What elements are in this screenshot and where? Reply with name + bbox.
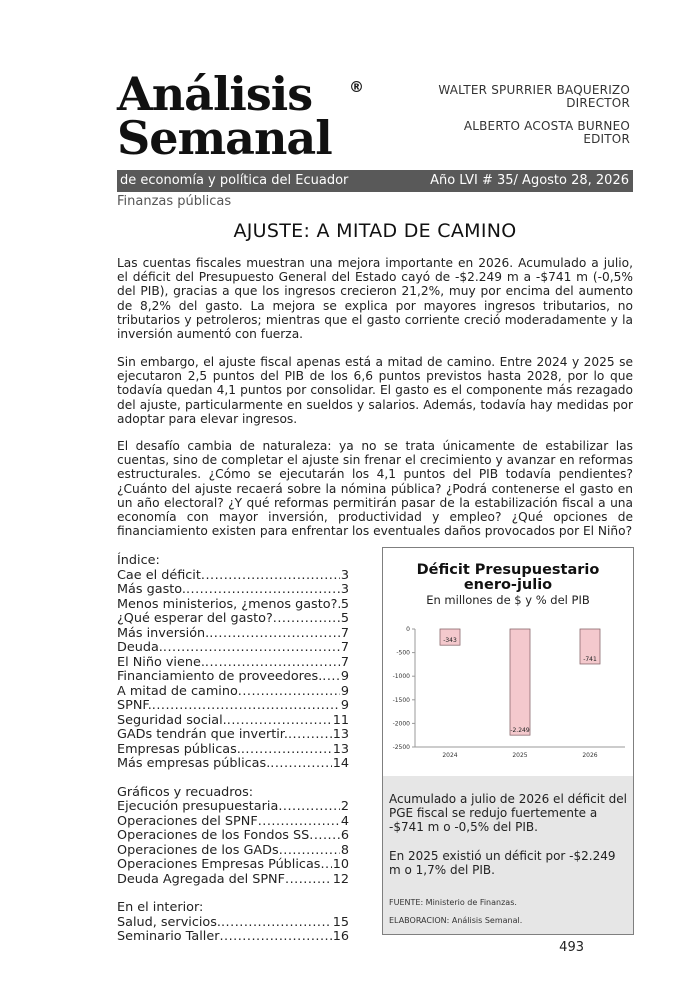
index-entry-page: 5	[340, 596, 349, 612]
bar-2025	[510, 629, 530, 735]
inside-index-entry-page: 16	[332, 929, 349, 944]
chart-note-text-2: En 2025 existió un déficit por -$2.249 m o 1,7% del PIB.	[389, 849, 616, 877]
charts-index-entry	[117, 815, 349, 830]
y-tick-label: -1500	[392, 696, 410, 704]
index-entry-page: 7	[340, 625, 349, 641]
index-entry-page: 13	[332, 727, 349, 742]
x-tick-label: 2025	[512, 752, 528, 759]
charts-index-entry-page: 2	[340, 799, 349, 814]
x-tick-label: 2026	[582, 752, 598, 759]
charts-index-dot-leader	[309, 829, 340, 844]
charts-index-entry-label: Operaciones Empresas Públicas	[117, 857, 321, 872]
index-entry-label: Seguridad social.	[117, 712, 227, 728]
index-entry-label: SPNF.	[117, 698, 152, 713]
index-entry	[117, 569, 349, 584]
y-tick-label: -1000	[392, 673, 410, 681]
y-tick-label: -2500	[392, 744, 410, 751]
logo-line-1: Análisis	[117, 67, 313, 121]
director-name: WALTER SPURRIER BAQUERIZO	[438, 83, 630, 97]
issue-info: Año LVI # 35/ Agosto 28, 2026	[430, 173, 629, 188]
index-entry	[117, 685, 349, 700]
index-entry-label: ¿Qué esperar del gasto?	[117, 611, 273, 626]
inside-index-entry	[117, 930, 349, 945]
index-entry-page: 7	[340, 654, 349, 670]
index-entry-page: 5	[340, 611, 349, 626]
index-entry-page: 3	[340, 582, 349, 597]
index-entry-label: Más empresas públicas.	[117, 756, 271, 771]
index-list	[117, 569, 349, 772]
charts-index-dot-leader	[258, 815, 340, 830]
inside-index-entry-label: Salud, servicios.	[117, 914, 221, 930]
chart-source: FUENTE: Ministerio de Finanzas.	[389, 898, 517, 907]
inside-index-entry-label: Seminario Taller	[117, 929, 220, 944]
charts-index-entry	[117, 873, 349, 888]
index-entry	[117, 656, 349, 671]
charts-index-entry-label: Operaciones del SPNF	[117, 813, 258, 829]
index-entry-page: 11	[332, 712, 349, 728]
charts-index-entry-page: 12	[332, 871, 349, 887]
charts-list	[117, 800, 349, 887]
index-dot-leader	[205, 656, 340, 671]
charts-index-entry-label: Ejecución presupuestaria	[117, 799, 279, 814]
index-entry-page: 3	[340, 567, 349, 583]
charts-index-entry	[117, 800, 349, 815]
logo-line-2: Semanal	[117, 111, 332, 165]
index-dot-leader	[186, 583, 340, 598]
inside-list	[117, 916, 349, 945]
inside-index-dot-leader	[219, 930, 331, 945]
index-dot-leader	[288, 728, 332, 743]
index-entry-label: El Niño viene.	[117, 654, 205, 670]
index-entry-label: Más inversión.	[117, 625, 210, 641]
article-paragraph-3: El desafío cambia de naturaleza: ya no se trata únicamente de estabilizar las cuentas, sino de completar el ajuste sin frenar el crecimiento y avanzar en reformas estructurales. ¿Cómo se ejecutarán los 4,1 puntos del PIB todavía pendientes? ¿Cuánto del ajuste recaerá sobre la nómina pública? ¿Podrá contenerse el gasto en un año electoral? ¿Y qué reformas permitirán pasar de la estabilización fiscal a una economía con mayor inversión, productividad y empleo? ¿Qué opciones de financiamiento existen para enfrentar los eventuales daños provocados por El Niño?	[117, 439, 633, 539]
index-entry-label: GADs tendrán que invertir.	[117, 727, 288, 742]
index-dot-leader	[322, 670, 340, 685]
index-dot-leader	[270, 757, 331, 772]
charts-index-entry-page: 4	[340, 813, 349, 829]
charts-index-dot-leader	[285, 873, 332, 888]
charts-index-entry	[117, 829, 349, 844]
index-entry-label: Empresas públicas.	[117, 741, 241, 757]
index-dot-leader	[209, 627, 340, 642]
index-entry	[117, 714, 349, 729]
table-of-contents	[117, 554, 349, 945]
article-title: AJUSTE: A MITAD DE CAMINO	[233, 220, 517, 242]
article-paragraph-1: Las cuentas fiscales muestran una mejora importante en 2026. Acumulado a julio, el déficit del Presupuesto General del Estado cayó de -$2.249 m a -$741 m (-0,5% del PIB), gracias a que los ingresos crecieron 21,2%, muy por encima del aumento de 8,2% del gasto. La mejora se explica por mayores ingresos tributarios, no tributarios y petroleros; mientras que el gasto corriente creció moderadamente y la inversión aumentó con fuerza.	[117, 256, 633, 342]
index-entry-label: Cae el déficit	[117, 567, 201, 583]
article-paragraph-2: Sin embargo, el ajuste fiscal apenas está a mitad de camino. Entre 2024 y 2025 se ejecutaron 2,5 puntos del PIB de los 6,6 puntos previstos hasta 2028, por lo que todavía quedan 4,1 puntos por consolidar. El gasto es el componente más rezagado del ajuste, particularmente en sueldos y salarios. Además, todavía hay medidas por adoptar para elevar ingresos.	[117, 355, 633, 426]
index-dot-leader	[273, 612, 340, 627]
chart-note	[383, 776, 633, 934]
index-heading: Índice:	[117, 553, 160, 568]
charts-index-entry	[117, 858, 349, 873]
charts-index-dot-leader	[320, 858, 331, 873]
index-entry	[117, 583, 349, 598]
inside-index-dot-leader	[221, 916, 332, 931]
index-entry	[117, 728, 349, 743]
chart-subtitle: En millones de $ y % del PIB	[426, 593, 590, 607]
index-entry	[117, 612, 349, 627]
index-dot-leader	[238, 685, 340, 700]
deficit-bar-chart	[383, 623, 633, 773]
index-entry-page: 9	[340, 683, 349, 699]
y-tick-label: 0	[406, 626, 410, 633]
chart-note-text-1: Acumulado a julio de 2026 el déficit del PGE fiscal se redujo fuertemente a -$741 m o -0,5% del PIB.	[389, 792, 627, 834]
bar-value-label: -2.249	[510, 727, 530, 735]
deficit-chart-box	[382, 547, 634, 935]
index-dot-leader	[201, 569, 340, 584]
charts-index-dot-leader	[279, 844, 340, 859]
index-entry-page: 7	[340, 640, 349, 655]
index-entry-label: Menos ministerios, ¿menos gasto?	[117, 596, 338, 612]
index-entry-page: 9	[340, 698, 349, 713]
index-entry-page: 13	[332, 741, 349, 757]
chart-elaboration: ELABORACION: Análisis Semanal.	[389, 916, 523, 925]
charts-index-entry	[117, 844, 349, 859]
charts-index-entry-page: 10	[332, 857, 349, 872]
index-dot-leader	[152, 699, 340, 714]
index-entry-label: Deuda.	[117, 640, 163, 655]
inside-index-entry	[117, 916, 349, 931]
director-block	[438, 84, 630, 110]
index-dot-leader	[227, 714, 332, 729]
charts-index-entry-label: Operaciones de los Fondos SS	[117, 828, 310, 843]
index-entry-label: Más gasto.	[117, 582, 186, 597]
index-entry	[117, 699, 349, 714]
page-number: 493	[559, 940, 584, 955]
index-entry	[117, 598, 349, 613]
charts-index-dot-leader	[278, 800, 340, 815]
editor-role: EDITOR	[583, 132, 630, 146]
index-entry	[117, 757, 349, 772]
index-entry-label: Financiamiento de proveedores.	[117, 669, 323, 684]
masthead-band	[117, 170, 633, 192]
index-entry-page: 14	[332, 756, 349, 771]
inside-heading: En el interior:	[117, 900, 204, 915]
inside-index-entry-page: 15	[332, 914, 349, 930]
index-entry-page: 9	[340, 669, 349, 684]
x-tick-label: 2024	[442, 752, 458, 759]
index-dot-leader	[241, 743, 332, 758]
bar-value-label: -343	[443, 637, 457, 645]
index-entry	[117, 641, 349, 656]
chart-title-line-1: Déficit Presupuestario	[416, 562, 600, 578]
charts-index-entry-label: Operaciones de los GADs	[117, 842, 279, 858]
charts-index-entry-page: 6	[340, 828, 349, 843]
index-entry	[117, 670, 349, 685]
bar-value-label: -741	[583, 655, 597, 663]
y-tick-label: -2000	[392, 720, 410, 728]
editor-name: ALBERTO ACOSTA BURNEO	[463, 119, 630, 133]
charts-heading: Gráficos y recuadros:	[117, 784, 254, 800]
tagline: de economía y política del Ecuador	[120, 173, 349, 188]
y-tick-label: -500	[396, 649, 410, 657]
index-dot-leader	[163, 641, 340, 656]
index-entry	[117, 743, 349, 758]
charts-index-entry-page: 8	[340, 842, 349, 858]
index-entry-label: A mitad de camino	[117, 683, 238, 699]
index-entry	[117, 627, 349, 642]
charts-index-entry-label: Deuda Agregada del SPNF	[117, 871, 285, 887]
editor-block	[464, 120, 630, 146]
section-label: Finanzas públicas	[117, 194, 232, 209]
director-role: DIRECTOR	[566, 96, 630, 110]
publication-logo	[117, 67, 367, 165]
registered-mark: ®	[349, 78, 364, 96]
chart-title-line-2: enero-julio	[463, 577, 553, 593]
